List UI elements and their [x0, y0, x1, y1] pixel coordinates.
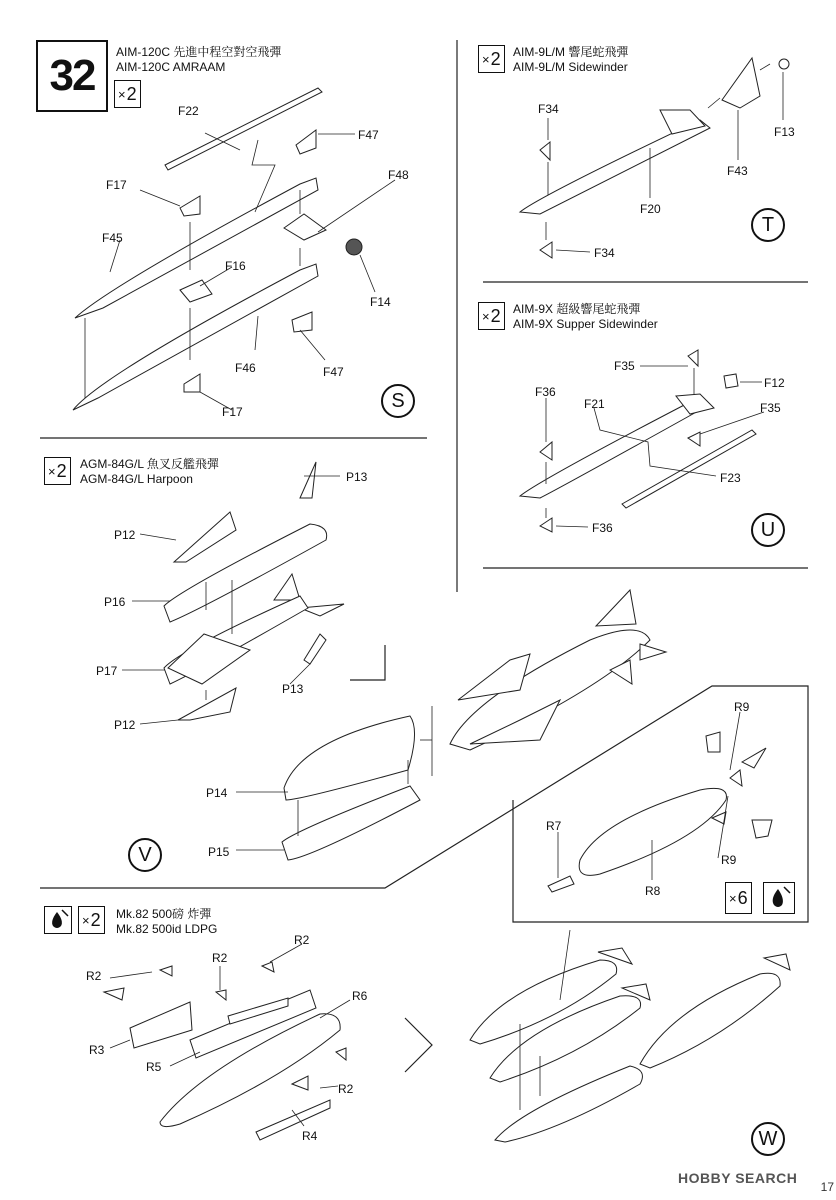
section-s-badge: S — [381, 384, 415, 418]
part-label: F22 — [178, 104, 199, 118]
section-r-qty: × 6 — [725, 882, 752, 914]
part-label: R2 — [212, 951, 228, 965]
part-label: F47 — [358, 128, 379, 142]
section-u-badge: U — [751, 513, 785, 547]
section-u-qty: × 2 — [478, 302, 505, 330]
part-label: F47 — [323, 365, 344, 379]
part-label: P12 — [114, 528, 136, 542]
section-s-title-en: AIM-120C AMRAAM — [116, 60, 226, 74]
part-label: P14 — [206, 786, 228, 800]
part-label: F35 — [614, 359, 635, 373]
part-label: R9 — [734, 700, 750, 714]
part-label: F21 — [584, 397, 605, 411]
part-label: R8 — [645, 884, 661, 898]
part-label: P13 — [282, 682, 304, 696]
page-number: 17 — [820, 1180, 834, 1194]
watermark: HOBBY SEARCH — [678, 1170, 798, 1186]
part-label: P13 — [346, 470, 368, 484]
part-label: R9 — [721, 853, 737, 867]
part-label: F20 — [640, 202, 661, 216]
part-label: F17 — [106, 178, 127, 192]
section-u-title-zh: AIM-9X 超級響尾蛇飛彈 — [513, 302, 641, 316]
section-w-badge: W — [751, 1122, 785, 1156]
section-s-title-zh: AIM-120C 先進中程空對空飛彈 — [116, 45, 282, 59]
part-label: F17 — [222, 405, 243, 419]
part-label: F45 — [102, 231, 123, 245]
section-v-title-en: AGM-84G/L Harpoon — [80, 472, 193, 486]
section-t-title-zh: AIM-9L/M 響尾蛇飛彈 — [513, 45, 629, 59]
part-label: F34 — [538, 102, 559, 116]
part-label: F23 — [720, 471, 741, 485]
section-s-qty: × 2 — [114, 80, 141, 108]
part-label: R6 — [352, 989, 368, 1003]
part-label: F36 — [592, 521, 613, 535]
part-label: R2 — [294, 933, 310, 947]
step-number: 32 — [36, 40, 108, 112]
section-w-title-zh: Mk.82 500磅 炸彈 — [116, 907, 212, 921]
part-label: F35 — [760, 401, 781, 415]
part-label: P17 — [96, 664, 118, 678]
part-label: R5 — [146, 1060, 162, 1074]
part-label: R7 — [546, 819, 562, 833]
part-label: F36 — [535, 385, 556, 399]
part-label: P15 — [208, 845, 230, 859]
part-label: R3 — [89, 1043, 105, 1057]
part-label: F46 — [235, 361, 256, 375]
section-v-badge: V — [128, 838, 162, 872]
section-u-title-en: AIM-9X Supper Sidewinder — [513, 317, 658, 331]
part-label: R2 — [86, 969, 102, 983]
section-t-badge: T — [751, 208, 785, 242]
part-label: F48 — [388, 168, 409, 182]
section-t-title-en: AIM-9L/M Sidewinder — [513, 60, 628, 74]
part-label: R4 — [302, 1129, 318, 1143]
part-label: P16 — [104, 595, 126, 609]
part-label: R2 — [338, 1082, 354, 1096]
section-t-qty: × 2 — [478, 45, 505, 73]
part-label: P12 — [114, 718, 136, 732]
part-label: F16 — [225, 259, 246, 273]
section-v-qty: × 2 — [44, 457, 71, 485]
part-label: F13 — [774, 125, 795, 139]
section-v-title-zh: AGM-84G/L 魚叉反艦飛彈 — [80, 457, 219, 471]
part-label: F34 — [594, 246, 615, 260]
section-w-title-en: Mk.82 500id LDPG — [116, 922, 218, 936]
part-label: F43 — [727, 164, 748, 178]
section-w-qty: × 2 — [78, 906, 105, 934]
part-label: F14 — [370, 295, 391, 309]
part-label: F12 — [764, 376, 785, 390]
